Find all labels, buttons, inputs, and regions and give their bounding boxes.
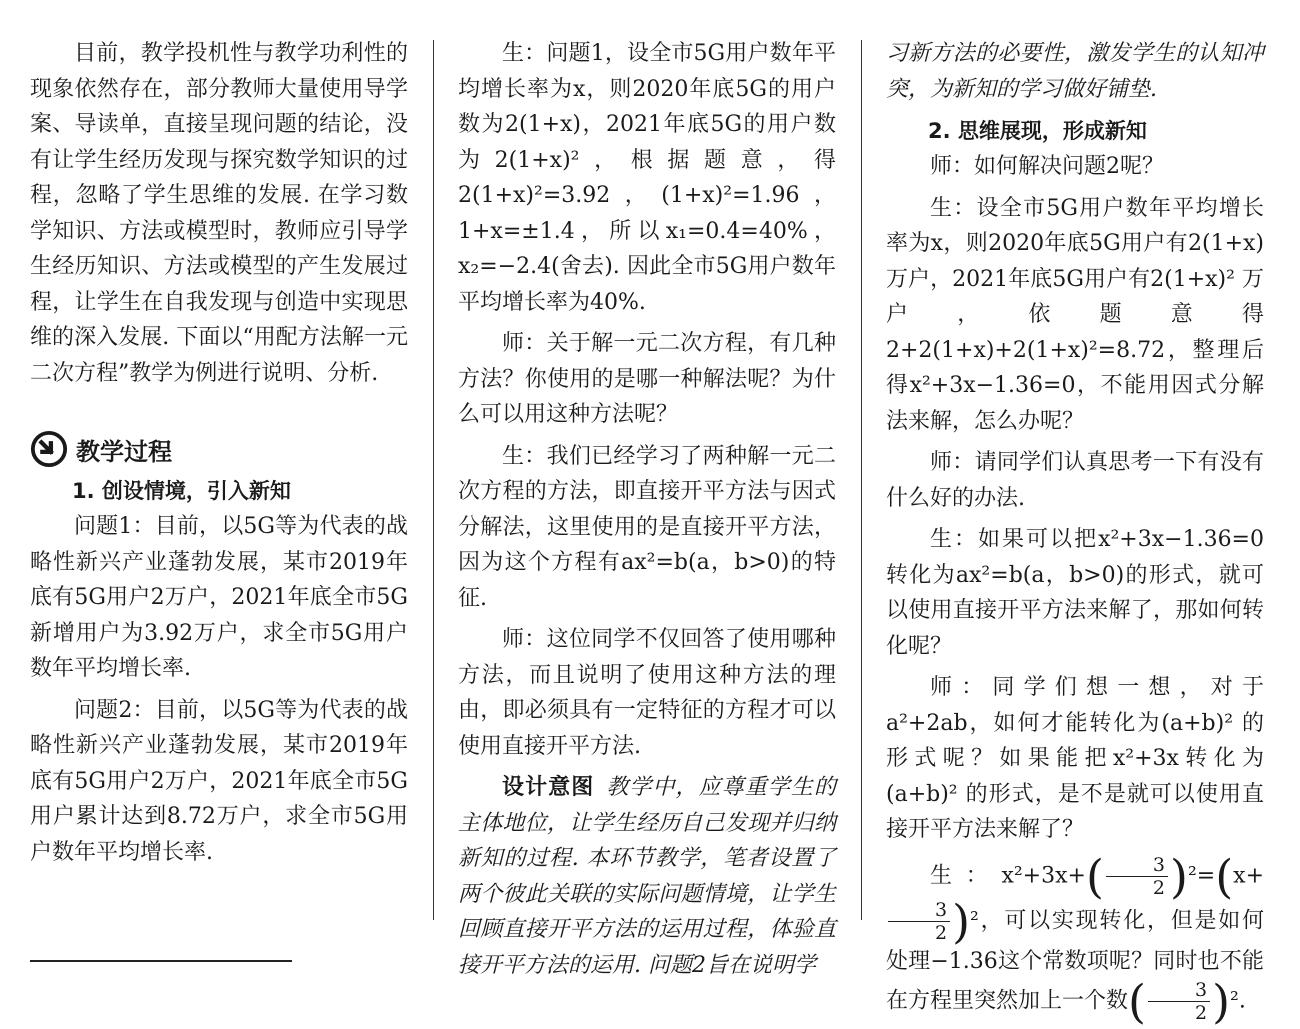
student-answer-4: 生：如果可以把x²+3x−1.36=0转化为ax²=b(a，b>0)的形式，就可以使用直接开平方法来解了，那如何转化呢？ <box>886 527 1264 659</box>
design-intent <box>458 770 836 983</box>
section-title: 教学过程 <box>76 437 172 466</box>
column-2 <box>458 36 836 978</box>
teacher-comment-1: 师：这位同学不仅回答了使用哪种方法，而且说明了使用这种方法的理由，即必须具有一定特征的方程才可以使用直接开平方法. <box>458 627 836 759</box>
subheading-1: 1. 创设情境，引入新知 <box>72 479 291 503</box>
column-1 <box>30 36 408 936</box>
design-intent-text: 教学中，应尊重学生的主体地位，让学生经历自己发现并归纳新知的过程. 本环节教学，笔者设置了两个彼此关联的实际问题情境，让学生回顾直接开平方法的运用过程，体验直接开平方法的运用. 问题2旨在说明学 <box>458 775 836 978</box>
student-answer-3: 生：设全市5G用户数年平均增长率为x，则2020年底5G用户有2(1+x)万户，2021年底5G用户有2(1+x)² 万户，依题意得2+2(1+x)+2(1+x)²=8.72，整理后得x²+3x−1.36=0，不能用因式分解法来解，怎么办呢？ <box>886 195 1264 434</box>
equation-x: x+ <box>1233 863 1264 888</box>
intro-paragraph: 目前，教学投机性与教学功利性的现象依然存在，部分教师大量使用导学案、导读单，直接呈现问题的结论，没有让学生经历发现与探究数学知识的过程，忽略了学生思维的发展. 在学习数学知识、方法或模型时，教师应引导学生经历知识、方法或模型的产生发展过程，让学生在自我发现与创造中实现思维的深入发展. 下面以“用配方法解一元二次方程”教学为例进行说明、分析. <box>30 41 408 386</box>
teacher-question-1: 师：关于解一元二次方程，有几种方法？你使用的是哪一种解法呢？为什么可以用这种方法呢？ <box>458 331 836 427</box>
column-3 <box>886 36 1264 1029</box>
subheading-2: 2. 思维展现，形成新知 <box>928 119 1147 143</box>
equation-square: ² <box>970 908 979 933</box>
equation-mid: ²= <box>1187 863 1216 888</box>
fraction-3: $\frac{3}{2}$ <box>1148 979 1210 1024</box>
footnote-rule <box>30 960 292 962</box>
teacher-prompt-1: 师：请同学们认真思考一下有没有什么好的办法. <box>886 450 1264 511</box>
equation-end: ². <box>1230 988 1246 1014</box>
design-intent-label: 设计意图 <box>502 774 595 800</box>
student-answer-2: 生：我们已经学习了两种解一元二次方程的方法，即直接开平方法与因式分解法，这里使用的是直接开平方法，因为这个方程有ax²=b(a，b>0)的特征. <box>458 443 836 611</box>
fraction-2: $\frac{3}{2}$ <box>888 899 950 944</box>
fraction-1: $\frac{3}{2}$ <box>1106 854 1168 899</box>
student-answer-1: 生：问题1，设全市5G用户数年平均增长率为x，则2020年底5G的用户数为2(1+x)，2021年底5G的用户数为2(1+x)²，根据题意，得2(1+x)²=3.92，(1+x)²=1.96，1+x=±1.4，所以x₁=0.4=40%，x₂=−2.4(舍去). 因此全市5G用户数年平均增长率为40%. <box>458 41 836 315</box>
equation-suffix: ，可以实现转化，但是如何处理−1.36这个常数项呢？同时也不能在方程里突然加上一个数 <box>886 908 1264 1014</box>
circled-arrow-icon <box>30 430 68 468</box>
problem-2: 问题2：目前，以5G等为代表的战略性新兴产业蓬勃发展，某市2019年底有5G用户2万户，2021年底全市5G用户累计达到8.72万户，求全市5G用户数年平均增长率. <box>30 697 408 865</box>
equation-prefix: 生：x²+3x+ <box>930 863 1086 888</box>
teacher-question-2: 师：如何解决问题2呢？ <box>930 154 1164 179</box>
design-intent-continued: 习新方法的必要性，激发学生的认知冲突，为新知的学习做好铺垫. <box>886 41 1264 102</box>
teacher-prompt-2: 师：同学们想一想，对于a²+2ab，如何才能转化为(a+b)² 的形式呢？如果能把x²+3x转化为(a+b)² 的形式，是不是就可以使用直接开平方法来解了？ <box>886 675 1264 842</box>
student-answer-5: 生：x²+3x+( $\frac{3}{2}$ )²=(x+ $\frac{3}{2}$ )²，可以实现转化，但是如何处理−1.36这个常数项呢？同时也不能在方程里突然加上一个数( $\frac{3}{2}$ )². <box>886 849 1264 1029</box>
column-divider-1 <box>433 40 434 920</box>
problem-1: 问题1：目前，以5G等为代表的战略性新兴产业蓬勃发展，某市2019年底有5G用户2万户，2021年底全市5G新增用户为3.92万户，求全市5G用户数年平均增长率. <box>30 514 408 681</box>
section-heading <box>30 427 408 471</box>
column-divider-2 <box>861 40 862 920</box>
